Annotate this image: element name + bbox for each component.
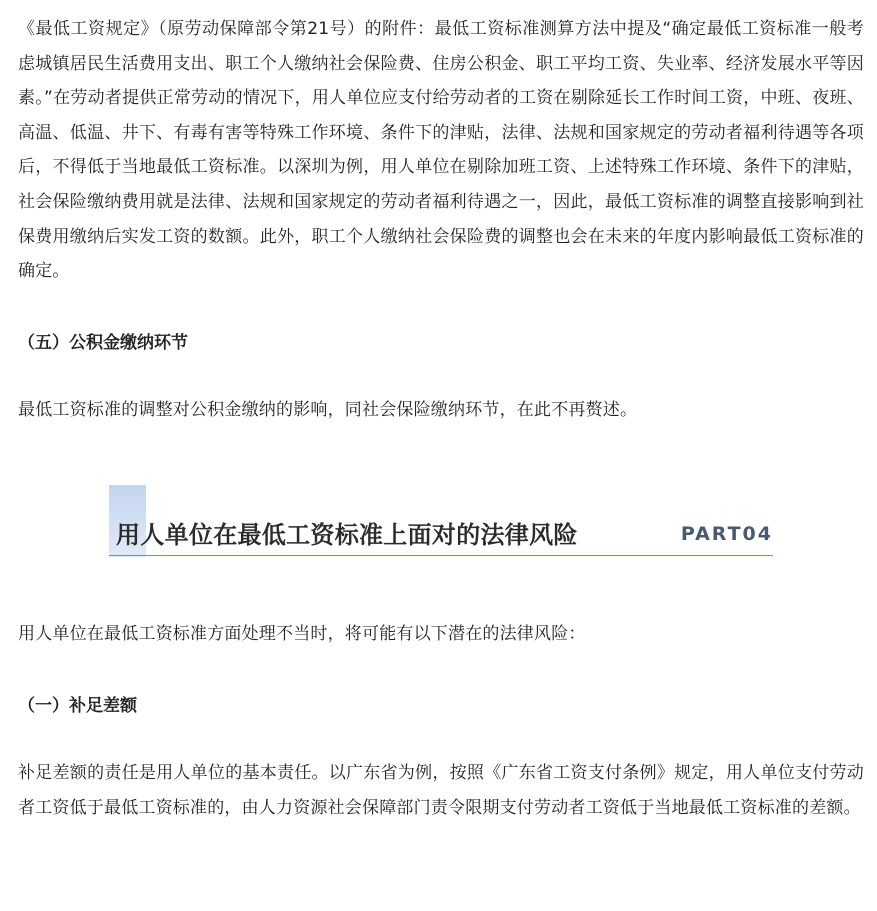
section-heading-housing-fund: （五）公积金缴纳环节 bbox=[18, 332, 188, 353]
part-label: PART04 bbox=[680, 523, 773, 546]
article-body bbox=[18, 0, 864, 825]
banner-divider bbox=[109, 555, 773, 556]
section-heading-make-up-difference: （一）补足差额 bbox=[18, 695, 137, 716]
housing-fund-paragraph: 最低工资标准的调整对公积金缴纳的影响，同社会保险缴纳环节，在此不再赘述。 bbox=[18, 399, 638, 420]
risk-intro-paragraph: 用人单位在最低工资标准方面处理不当时，将可能有以下潜在的法律风险： bbox=[18, 624, 586, 645]
intro-paragraph: 《最低工资规定》（原劳动保障部令第21号）的附件：最低工资标准测算方法中提及“确定最低工资标准一般考虑城镇居民生活费用支出、职工个人缴纳社会保险费、住房公积金、职工平均工资、失业率、经济发展水平等因素。”在劳动者提供正常劳动的情况下，用人单位应支付给劳动者的工资在剔除延长工作时间工资，中班、夜班、高温、低温、井下、有毒有害等特殊工作环境、条件下的津贴，法律、法规和国家规定的劳动者福利待遇等各项后，不得低于当地最低工资标准。以深圳为例，用人单位在剔除加班工资、上述特殊工作环境、条件下的津贴，社会保险缴纳费用就是法律、法规和国家规定的劳动者福利待遇之一，因此，最低工资标准的调整直接影响到社保费用缴纳后实发工资的数额。此外，职工个人缴纳社会保险费的调整也会在未来的年度内影响最低工资标准的确定。 bbox=[18, 19, 864, 282]
part-banner bbox=[109, 485, 773, 557]
part-title: 用人单位在最低工资标准上面对的法律风险 bbox=[116, 521, 578, 550]
make-up-difference-paragraph: 补足差额的责任是用人单位的基本责任。以广东省为例，按照《广东省工资支付条例》规定，用人单位支付劳动者工资低于最低工资标准的，由人力资源社会保障部门责令限期支付劳动者工资低于当地最低工资标准的差额。 bbox=[18, 762, 864, 818]
